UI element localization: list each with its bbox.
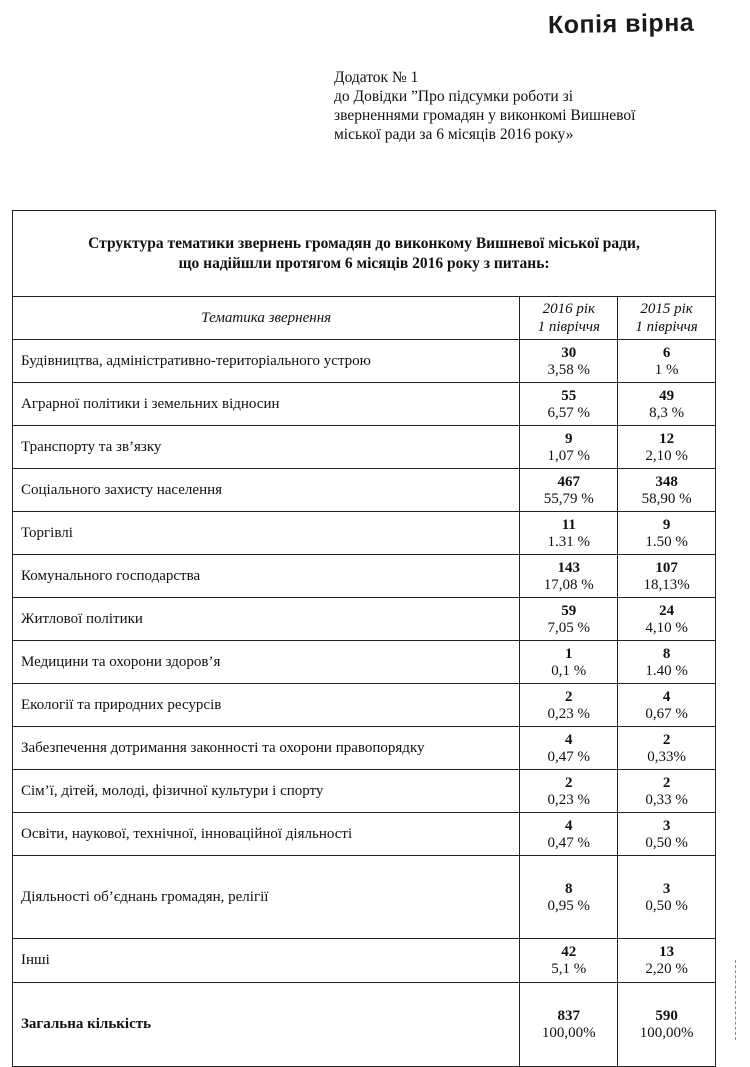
topic-cell: Комунального господарства [13,555,520,598]
percent-2015: 2,10 % [645,447,688,464]
count-2016: 30 [561,344,577,361]
value-cell-2016 [520,383,618,426]
count-2016: 2 [565,688,573,705]
value-cell-2015 [618,598,716,641]
header-2016 [520,297,618,340]
topic-cell: Медицини та охорони здоров’я [13,641,520,684]
percent-2015: 0,67 % [645,705,688,722]
value-cell-2016 [520,770,618,813]
percent-2016: 100,00% [541,1025,596,1041]
percent-2015: 58,90 % [641,490,692,507]
appeals-structure-table [12,210,716,1067]
count-2016: 1 [565,645,573,662]
count-2016: 467 [557,473,581,490]
percent-2015: 0,50 % [645,897,688,914]
value-cell-2015 [618,770,716,813]
percent-2016: 0,47 % [547,748,591,765]
topic-cell: Торгівлі [13,512,520,555]
percent-2015: 0,50 % [645,834,688,851]
count-2015: 590 [655,1008,678,1024]
count-2015: 3 [662,817,671,834]
count-2015: 4 [662,688,671,705]
topic-cell: Сім’ї, дітей, молоді, фізичної культури і спорту [13,770,520,813]
percent-2016: 7,05 % [547,619,591,636]
count-2015: 13 [659,944,675,960]
table-row [13,598,716,641]
header-2015 [618,297,716,340]
count-2016: 8 [565,880,573,897]
table-row [13,426,716,469]
header-2016-period: 1 півріччя [537,319,600,335]
count-2015: 348 [655,473,678,490]
count-2016: 42 [561,944,577,960]
count-2015: 2 [662,774,671,791]
value-cell-2016 [520,512,618,555]
topic-cell: Діяльності об’єднань громадян, релігії [13,856,520,939]
percent-2015: 2,20 % [645,961,688,977]
topic-cell: Інші [13,939,520,983]
value-cell-2016 [520,469,618,512]
table-row [13,383,716,426]
value-cell-2016 [520,939,618,983]
topic-cell: Аграрної політики і земельних відносин [13,383,520,426]
copy-verified-stamp: Копія вірна [547,8,695,40]
addendum-line: міської ради за 6 місяців 2016 року» [334,126,574,143]
percent-2016: 55,79 % [543,490,594,507]
percent-2015: 4,10 % [645,619,688,636]
table-row [13,939,716,983]
count-2015: 9 [662,516,671,533]
topic-cell: Житлової політики [13,598,520,641]
percent-2016: 17,08 % [543,576,594,593]
count-2016: 11 [561,516,576,533]
value-cell-2016 [520,340,618,383]
topic-cell: Транспорту та зв’язку [13,426,520,469]
percent-2015: 0,33% [647,748,686,765]
value-cell-2015 [618,856,716,939]
percent-2016: 6,57 % [547,404,591,421]
value-cell-2015 [618,684,716,727]
table-row [13,983,716,1067]
header-2015-period: 1 півріччя [635,319,698,335]
value-cell-2015 [618,512,716,555]
table-row [13,727,716,770]
table-title-line: Структура тематики звернень громадян до виконкому Вишневої міської ради, [88,234,640,252]
topic-cell: Освіти, наукової, технічної, інноваційної діяльності [13,813,520,856]
value-cell-2015 [618,383,716,426]
count-2016: 837 [557,1008,581,1024]
table-row [13,340,716,383]
percent-2016: 1,07 % [547,447,591,464]
table-row [13,469,716,512]
value-cell-2016 [520,555,618,598]
value-cell-2015 [618,641,716,684]
table-title-line: що надійшли протягом 6 місяців 2016 року з питань: [178,254,550,272]
percent-2016: 0,95 % [547,897,591,914]
value-cell-2016 [520,813,618,856]
count-2016: 9 [565,430,573,447]
count-2015: 107 [655,559,678,576]
percent-2016: 0,23 % [547,705,591,722]
percent-2015: 1.40 % [645,662,688,679]
percent-2016: 5,1 % [551,961,587,977]
table-row [13,770,716,813]
table-row [13,856,716,939]
value-cell-2016 [520,684,618,727]
topic-cell: Екології та природних ресурсів [13,684,520,727]
count-2016: 59 [561,602,577,619]
percent-2016: 1.31 % [547,533,591,550]
count-2015: 2 [662,731,671,748]
count-2016: 55 [561,387,577,404]
percent-2015: 0,33 % [645,791,688,808]
percent-2016: 3,58 % [547,361,591,378]
count-2015: 12 [659,430,675,447]
percent-2016: 0,1 % [551,662,587,679]
value-cell-2015 [618,939,716,983]
count-2015: 49 [659,387,675,404]
count-2015: 6 [662,344,671,361]
value-cell-2015 [618,340,716,383]
percent-2016: 0,47 % [547,834,591,851]
topic-cell: Будівництва, адміністративно-територіального устрою [13,340,520,383]
value-cell-2016 [520,856,618,939]
addendum-line: до Довідки ”Про підсумки роботи зі [334,88,574,105]
value-cell-2015 [618,555,716,598]
addendum-line: Додаток № 1 [334,69,419,86]
table-row [13,684,716,727]
percent-2015: 100,00% [639,1025,694,1041]
count-2016: 2 [565,774,573,791]
count-2016: 4 [565,731,573,748]
percent-2016: 0,23 % [547,791,591,808]
percent-2015: 8,3 % [649,404,685,421]
topic-cell: Забезпечення дотримання законності та охорони правопорядку [13,727,520,770]
header-2016-year: 2016 рік [542,301,596,317]
table-title [13,211,716,297]
table-row [13,512,716,555]
value-cell-2015 [618,983,716,1067]
value-cell-2016 [520,641,618,684]
percent-2015: 18,13% [643,576,690,593]
value-cell-2015 [618,813,716,856]
addendum-line: зверненнями громадян у виконкомі Вишневої [334,107,636,124]
topic-cell: Соціального захисту населення [13,469,520,512]
value-cell-2015 [618,469,716,512]
table-row [13,555,716,598]
value-cell-2016 [520,598,618,641]
value-cell-2015 [618,727,716,770]
header-topic: Тематика звернення [13,297,520,340]
addendum-note [334,68,635,144]
count-2015: 24 [659,602,675,619]
percent-2015: 1 % [654,361,679,378]
value-cell-2016 [520,727,618,770]
count-2016: 4 [565,817,573,834]
table-row [13,813,716,856]
value-cell-2016 [520,983,618,1067]
count-2015: 8 [662,645,671,662]
header-2015-year: 2015 рік [640,301,693,317]
margin-line [735,960,737,1040]
table-row [13,641,716,684]
percent-2015: 1.50 % [645,533,688,550]
topic-cell: Загальна кількість [13,983,520,1067]
count-2015: 3 [662,880,671,897]
count-2016: 143 [557,559,581,576]
value-cell-2016 [520,426,618,469]
value-cell-2015 [618,426,716,469]
